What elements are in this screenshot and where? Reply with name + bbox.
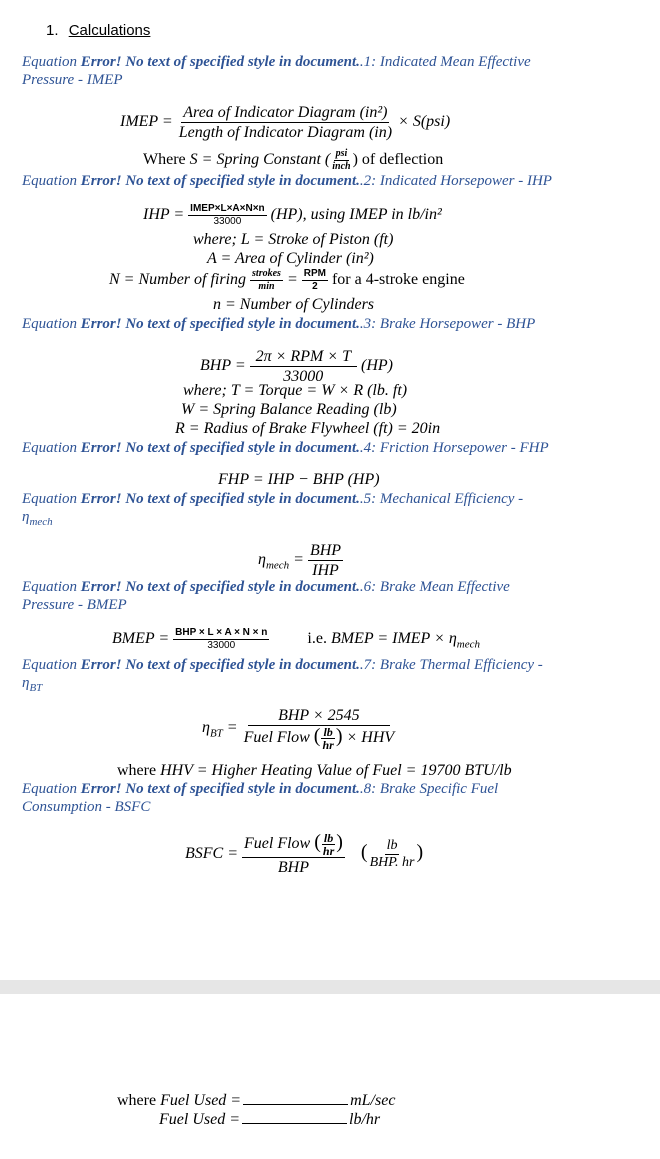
fuel-used-ml-line: where Fuel Used = mL/sec [117,1092,396,1109]
imep-equation: IMEP = $\frac{\text{Area of Indicator Diagram (in²)}}{\text{Length of Indicator Diagram (in)}}$ × S(psi) [120,104,451,141]
spring-constant-note: Where S = Spring Constant ( $\frac{\text{psi}}{\text{inch}}$ ) of deflection [143,148,444,172]
bmep-equation: BMEP = $\frac{\text{BHP × L × A × N × n}}{33000}$ i.e. BMEP = IMEP × $\eta_{mech}$ [112,627,480,651]
ihp-equation: IHP = $\frac{\text{IMEP×L×A×N×n}}{33000}$ (HP), using IMEP in lb/in² [143,203,442,227]
equation-caption-4: Equation Error! No text of specified style in document..4: Friction Horsepower - FHP [22,440,549,456]
bsfc-equation: BSFC = Fuel Flow ( $\frac{lb}{hr}$ ) BHP ( $\frac{lb}{\text{BHP. hr}}$ ) [185,831,424,876]
document-page-2 [0,994,660,1159]
equation-caption-7: Equation Error! No text of specified style in document..7: Brake Thermal Efficiency - $\eta_{BT}$ [22,657,543,694]
fuel-used-lb-blank[interactable] [242,1123,347,1124]
brake-thermal-efficiency-equation: $\eta_{BT}$ = BHP × 2545 Fuel Flow ( $\frac{lb}{hr}$ ) × HHV [202,707,395,752]
mechanical-efficiency-equation: $\eta_{mech}$ = $\frac{\text{BHP}}{\text{IHP}}$ [258,542,342,579]
equation-caption-5: Equation Error! No text of specified style in document..5: Mechanical Efficiency - $\eta_{mech}$ [22,491,524,528]
spring-balance-definition: W = Spring Balance Reading (lb) [181,401,397,418]
stroke-definition: where; L = Stroke of Piston (ft) [193,231,394,248]
section-title: Calculations [68,22,151,39]
fhp-equation: FHP = IHP − BHP (HP) [218,471,380,488]
hhv-note: where HHV = Higher Heating Value of Fuel = 19700 BTU/lb [117,762,512,779]
torque-definition: where; T = Torque = W × R (lb. ft) [183,382,408,399]
equation-caption-1: Equation Error! No text of specified style in document..1: Indicated Mean Effective Pressure - IMEP [22,54,531,88]
bhp-equation: BHP = $\frac{\text{2π × RPM × T}}{33000}$ (HP) [200,348,393,385]
area-definition: A = Area of Cylinder (in²) [207,250,374,267]
page-gap [0,980,660,994]
equation-caption-6: Equation Error! No text of specified style in document..6: Brake Mean Effective Pressure - BMEP [22,579,510,613]
fuel-used-ml-blank[interactable] [243,1104,348,1105]
section-number: 1. [46,22,59,39]
equation-caption-8: Equation Error! No text of specified style in document..8: Brake Specific Fuel Consumption - BSFC [22,781,499,815]
cylinders-definition: n = Number of Cylinders [213,296,375,313]
equation-caption-3: Equation Error! No text of specified style in document..3: Brake Horsepower - BHP [22,316,536,332]
radius-definition: R = Radius of Brake Flywheel (ft) = 20in [175,420,441,437]
section-heading [46,22,150,39]
firing-definition: N = Number of firing $\frac{\text{strokes}}{\min}$ = $\frac{\text{RPM}}{2}$ for a 4-stroke engine [109,268,465,292]
fuel-used-lb-line: Fuel Used = lb/hr [159,1111,381,1128]
equation-caption-2: Equation Error! No text of specified style in document..2: Indicated Horsepower - IHP [22,173,552,189]
